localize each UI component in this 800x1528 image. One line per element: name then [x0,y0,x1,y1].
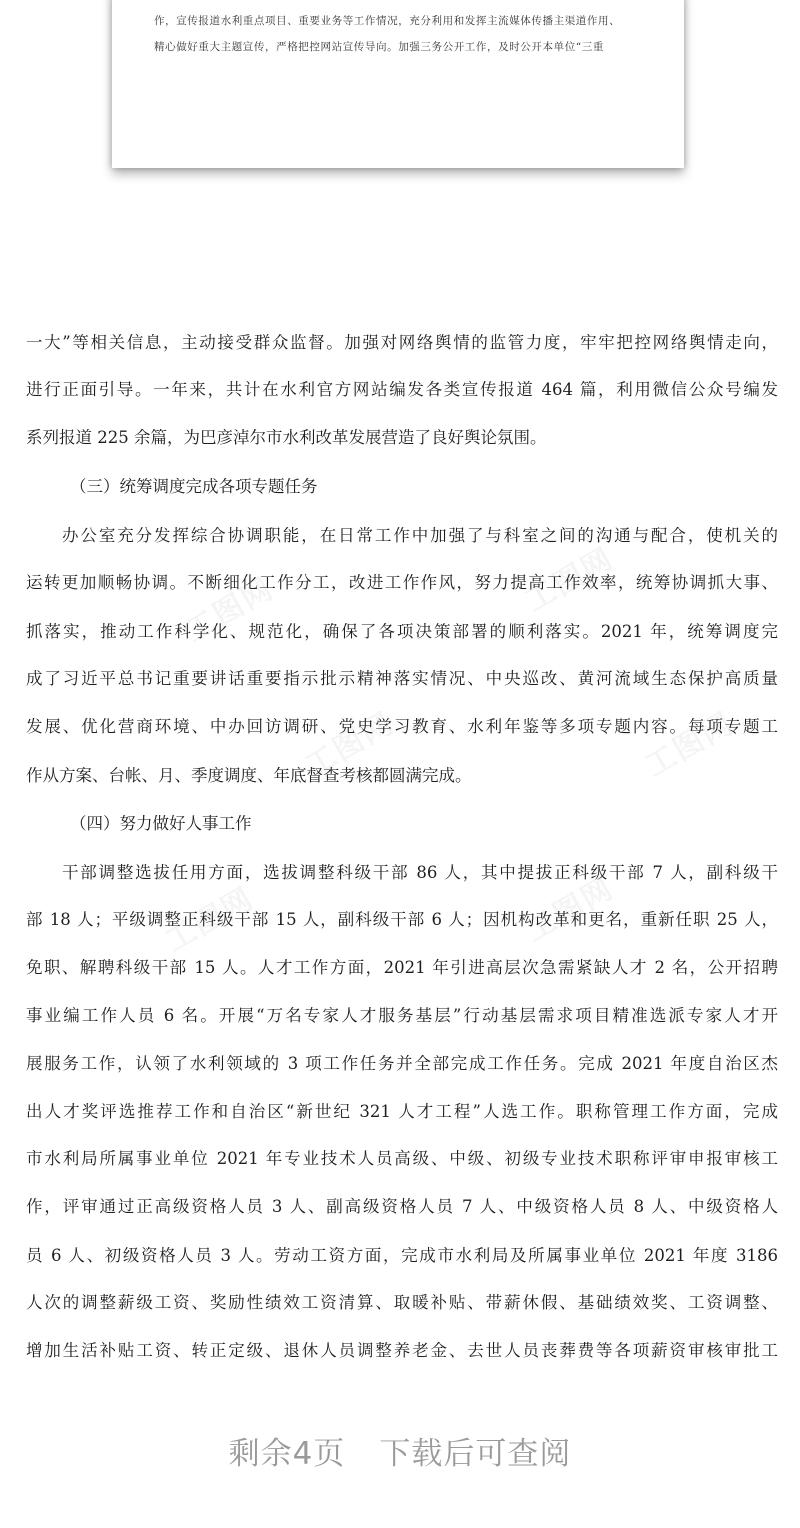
download-to-view-text: 下载后可查阅 [379,1436,572,1472]
section-heading: （四）努力做好人事工作 [70,814,252,833]
text-line: 一大”等相关信息，主动接受群众监督。加强对网络舆情的监管力度，牢牢把控网络舆情走向， [26,333,778,352]
remaining-pages-count: 剩余4页 [228,1436,346,1472]
text-line: 部 18 人；平级调整正科级干部 15 人，副科级干部 6 人；因机构改革和更名，重新任职 25 人， [26,910,778,929]
text-line: 员 6 人、初级资格人员 3 人。劳动工资方面，完成市水利局及所属事业单位 2021 年度 3186 [26,1246,778,1265]
text-line: 发展、优化营商环境、中办回访调研、党史学习教育、水利年鉴等多项专题内容。每项专题工 [26,717,778,736]
text-line: 事业编工作人员 6 名。开展“万名专家人才服务基层”行动基层需求项目精准选派专家人才开 [26,1006,778,1025]
text-line: 办公室充分发挥综合协调职能，在日常工作中加强了与科室之间的沟通与配合，使机关的 [62,526,778,545]
section-heading: （三）统筹调度完成各项专题任务 [70,477,318,496]
text-line: 运转更加顺畅协调。不断细化工作分工，改进工作作风，努力提高工作效率，统筹协调抓大事、 [26,573,778,592]
remaining-pages-bar [0,1420,800,1484]
remaining-pages-link[interactable] [229,1428,572,1473]
text-line: 免职、解聘科级干部 15 人。人才工作方面，2021 年引进高层次急需紧缺人才 2 名，公开招聘 [26,958,778,977]
text-line: 作，评审通过正高级资格人员 3 人、副高级资格人员 7 人、中级资格人员 8 人、中级资格人 [26,1197,778,1216]
text-line: 市水利局所属事业单位 2021 年专业技术人员高级、中级、初级专业技术职称评审申报审核工 [26,1149,778,1168]
text-line: 出人才奖评选推荐工作和自治区“新世纪 321 人才工程”人选工作。职称管理工作方面，完成 [26,1102,778,1121]
page-preview-card [112,0,684,168]
text-line: 成了习近平总书记重要讲话重要指示批示精神落实情况、中央巡改、黄河流域生态保护高质量 [26,669,778,688]
text-line: 抓落实，推动工作科学化、规范化，确保了各项决策部署的顺利落实。2021 年，统筹调度完 [26,622,778,641]
text-line: 增加生活补贴工资、转正定级、退休人员调整养老金、去世人员丧葬费等各项薪资审核审批工 [26,1341,778,1360]
preview-line: 作，宣传报道水利重点项目、重要业务等工作情况，充分利用和发挥主流媒体传播主渠道作用、 [154,15,621,27]
text-line: 人次的调整薪级工资、奖励性绩效工资清算、取暖补贴、带薪休假、基础绩效奖、工资调整、 [26,1293,778,1312]
text-line: 作从方案、台帐、月、季度调度、年底督查考核都圆满完成。 [26,766,472,785]
preview-line: 精心做好重大主题宣传，严格把控网站宣传导向。加强三务公开工作，及时公开本单位“三重 [154,41,604,53]
text-line: 进行正面引导。一年来，共计在水利官方网站编发各类宣传报道 464 篇，利用微信公众号编发 [26,380,778,399]
text-line: 展服务工作，认领了水利领域的 3 项工作任务并全部完成工作任务。完成 2021 年度自治区杰 [26,1054,778,1073]
watermark [635,699,740,785]
text-line: 干部调整选拔任用方面，选拔调整科级干部 86 人，其中提拔正科级干部 7 人，副科级干 [62,863,778,882]
text-line: 系列报道 225 余篇，为巴彦淖尔市水利改革发展营造了良好舆论氛围。 [26,428,547,447]
